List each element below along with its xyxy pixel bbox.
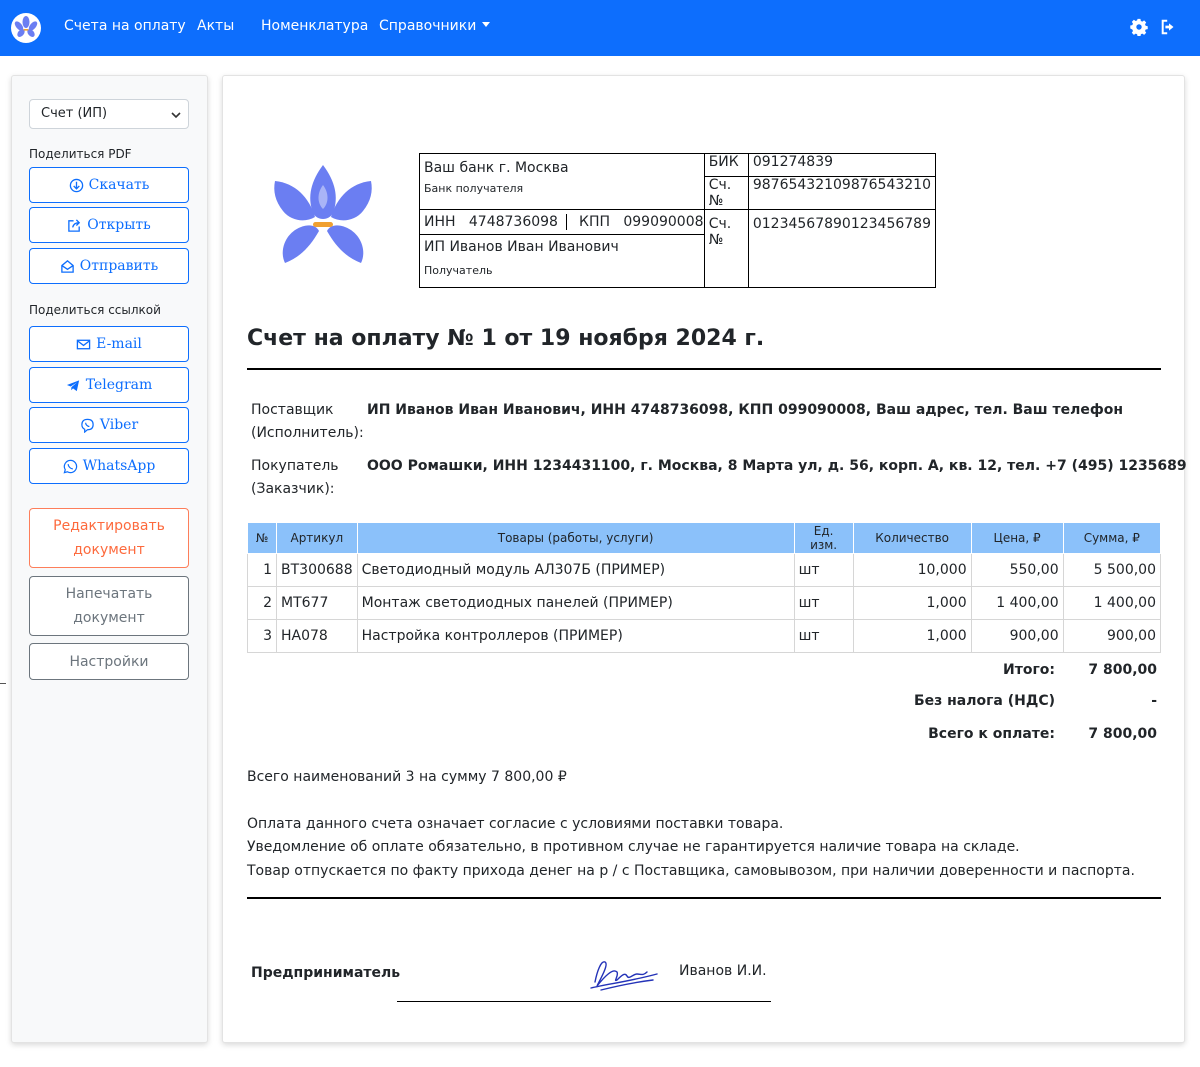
download-label: Скачать <box>88 177 150 193</box>
envelope-icon <box>76 337 91 352</box>
row-goods: Монтаж светодиодных панелей (ПРИМЕР) <box>357 587 794 620</box>
nav-acts[interactable]: Акты <box>197 18 235 34</box>
col-article: Артикул <box>277 523 358 554</box>
download-icon <box>69 178 84 193</box>
row-sum: 900,00 <box>1063 620 1160 653</box>
col-price: Цена, ₽ <box>971 523 1063 554</box>
viber-label: Viber <box>99 417 139 433</box>
sign-out-icon[interactable] <box>1160 18 1178 36</box>
row-price: 900,00 <box>971 620 1063 653</box>
row-unit: шт <box>794 554 853 587</box>
nav-directories[interactable] <box>379 18 490 34</box>
corr-account-label: Сч. № <box>704 177 748 210</box>
col-sum: Сумма, ₽ <box>1063 523 1160 554</box>
nav-nomenclature[interactable]: Номенклатура <box>261 18 369 34</box>
buyer-row <box>251 455 1187 503</box>
note-line-3: Товар отпускается по факту прихода денег на р / с Поставщика, самовывозом, при наличии доверенности и паспорта. <box>247 863 1135 879</box>
row-unit: шт <box>794 587 853 620</box>
print-document-button[interactable] <box>29 576 189 636</box>
nav-invoices[interactable]: Счета на оплату <box>64 18 186 34</box>
top-navbar <box>0 0 1200 56</box>
share-link-label: Поделиться ссылкой <box>29 303 161 317</box>
telegram-label: Telegram <box>85 377 153 393</box>
due-value: 7 800,00 <box>1088 726 1157 742</box>
due-row <box>247 726 1161 746</box>
settings-label: Настройки <box>69 653 149 670</box>
table-row <box>248 620 1161 653</box>
row-article: BT300688 <box>277 554 358 587</box>
signature-line <box>397 1001 771 1002</box>
whatsapp-icon <box>63 459 78 474</box>
buyer-value: ООО Ромашки, ИНН 1234431100, г. Москва, 8 Марта ул, д. 56, корп. А, кв. 12, тел. +7 (495) 1235689 <box>367 458 1187 474</box>
signer-name: Иванов И.И. <box>679 963 767 979</box>
send-button[interactable] <box>29 248 189 284</box>
settings-button[interactable] <box>29 643 189 680</box>
row-unit: шт <box>794 620 853 653</box>
tax-label: Без налога (НДС) <box>913 693 1055 709</box>
whatsapp-button[interactable] <box>29 448 189 484</box>
note-line-1: Оплата данного счета означает согласие с условиями поставки товара. <box>247 816 784 832</box>
bank-name: Ваш банк г. Москва <box>424 160 569 176</box>
row-goods: Светодиодный модуль АЛ307Б (ПРИМЕР) <box>357 554 794 587</box>
col-quantity: Количество <box>853 523 971 554</box>
edge-divider <box>0 683 6 684</box>
supplier-row <box>251 399 1161 447</box>
open-button[interactable] <box>29 207 189 243</box>
total-label: Итого: <box>1003 662 1055 678</box>
chevron-down-icon <box>171 111 181 119</box>
row-number: 2 <box>248 587 277 620</box>
bank-caption: Банк получателя <box>424 182 524 195</box>
nav-directories-label: Справочники <box>379 18 477 34</box>
send-label: Отправить <box>79 258 159 274</box>
envelope-open-icon <box>60 259 75 274</box>
kpp-field <box>579 214 704 230</box>
row-quantity: 1,000 <box>853 620 971 653</box>
total-value: 7 800,00 <box>1088 662 1157 678</box>
recipient-caption: Получатель <box>424 264 493 277</box>
account-value: 01234567890123456789 <box>748 210 935 288</box>
note-line-2: Уведомление об оплате обязательно, в противном случае не гарантируется наличие товара на складе. <box>247 839 1020 855</box>
invoice-document <box>222 75 1185 1043</box>
whatsapp-label: WhatsApp <box>82 458 156 474</box>
total-row <box>247 662 1161 682</box>
items-summary: Всего наименований 3 на сумму 7 800,00 ₽ <box>247 769 567 785</box>
sidebar <box>11 75 208 1043</box>
tax-row <box>247 693 1161 713</box>
row-article: MT677 <box>277 587 358 620</box>
bank-cell <box>420 154 705 210</box>
col-number: № <box>248 523 277 554</box>
email-button[interactable] <box>29 326 189 362</box>
row-price: 1 400,00 <box>971 587 1063 620</box>
telegram-button[interactable] <box>29 367 189 403</box>
table-row <box>248 554 1161 587</box>
title-divider <box>247 368 1161 370</box>
col-goods: Товары (работы, услуги) <box>357 523 794 554</box>
notes-divider <box>247 897 1161 899</box>
signer-role: Предприниматель <box>251 965 401 981</box>
print-document-label: Напечатать документ <box>65 586 153 626</box>
email-label: E-mail <box>96 336 142 352</box>
row-sum: 5 500,00 <box>1063 554 1160 587</box>
inn-label: ИНН <box>424 214 456 230</box>
kpp-value: 099090008 <box>623 214 704 230</box>
recipient-cell <box>420 235 705 288</box>
open-label: Открыть <box>87 217 151 233</box>
company-logo-icon <box>271 161 375 271</box>
row-number: 3 <box>248 620 277 653</box>
row-quantity: 10,000 <box>853 554 971 587</box>
bik-label: БИК <box>704 154 748 177</box>
table-row <box>248 587 1161 620</box>
bank-details-table <box>419 153 936 288</box>
share-pdf-label: Поделиться PDF <box>29 147 132 161</box>
document-type-select[interactable] <box>29 99 189 129</box>
kpp-label: КПП <box>579 214 610 230</box>
handwritten-signature <box>587 952 661 994</box>
due-label: Всего к оплате: <box>928 726 1055 742</box>
caret-down-icon <box>482 22 490 27</box>
row-sum: 1 400,00 <box>1063 587 1160 620</box>
account-label: Сч. № <box>704 210 748 288</box>
share-square-icon <box>67 218 82 233</box>
row-number: 1 <box>248 554 277 587</box>
inn-field <box>420 214 567 230</box>
invoice-title: Счет на оплату № 1 от 19 ноября 2024 г. <box>247 326 765 351</box>
row-price: 550,00 <box>971 554 1063 587</box>
inn-value: 4748736098 <box>468 214 558 230</box>
items-header-row <box>248 523 1161 554</box>
items-table <box>247 522 1161 653</box>
edit-document-button[interactable] <box>29 508 189 568</box>
brand-logo-icon[interactable] <box>10 12 42 44</box>
row-goods: Настройка контроллеров (ПРИМЕР) <box>357 620 794 653</box>
inn-kpp-cell <box>420 210 705 235</box>
edit-document-label: Редактировать документ <box>53 518 165 558</box>
viber-button[interactable] <box>29 407 189 443</box>
row-quantity: 1,000 <box>853 587 971 620</box>
recipient-name: ИП Иванов Иван Иванович <box>424 239 619 255</box>
row-article: HA078 <box>277 620 358 653</box>
gear-icon[interactable] <box>1130 18 1148 36</box>
viber-icon <box>80 418 95 433</box>
document-type-value: Счет (ИП) <box>41 106 108 121</box>
tax-value: - <box>1151 693 1157 709</box>
supplier-value: ИП Иванов Иван Иванович, ИНН 4748736098, КПП 099090008, Ваш адрес, тел. Ваш телефон <box>367 402 1124 418</box>
corr-account-value: 98765432109876543210 <box>748 177 935 210</box>
download-button[interactable] <box>29 167 189 203</box>
bik-value: 091274839 <box>748 154 935 177</box>
supplier-label: Поставщик (Исполнитель): <box>251 402 364 441</box>
telegram-icon <box>66 378 81 393</box>
col-unit: Ед. изм. <box>794 523 853 554</box>
buyer-label: Покупатель (Заказчик): <box>251 458 339 497</box>
